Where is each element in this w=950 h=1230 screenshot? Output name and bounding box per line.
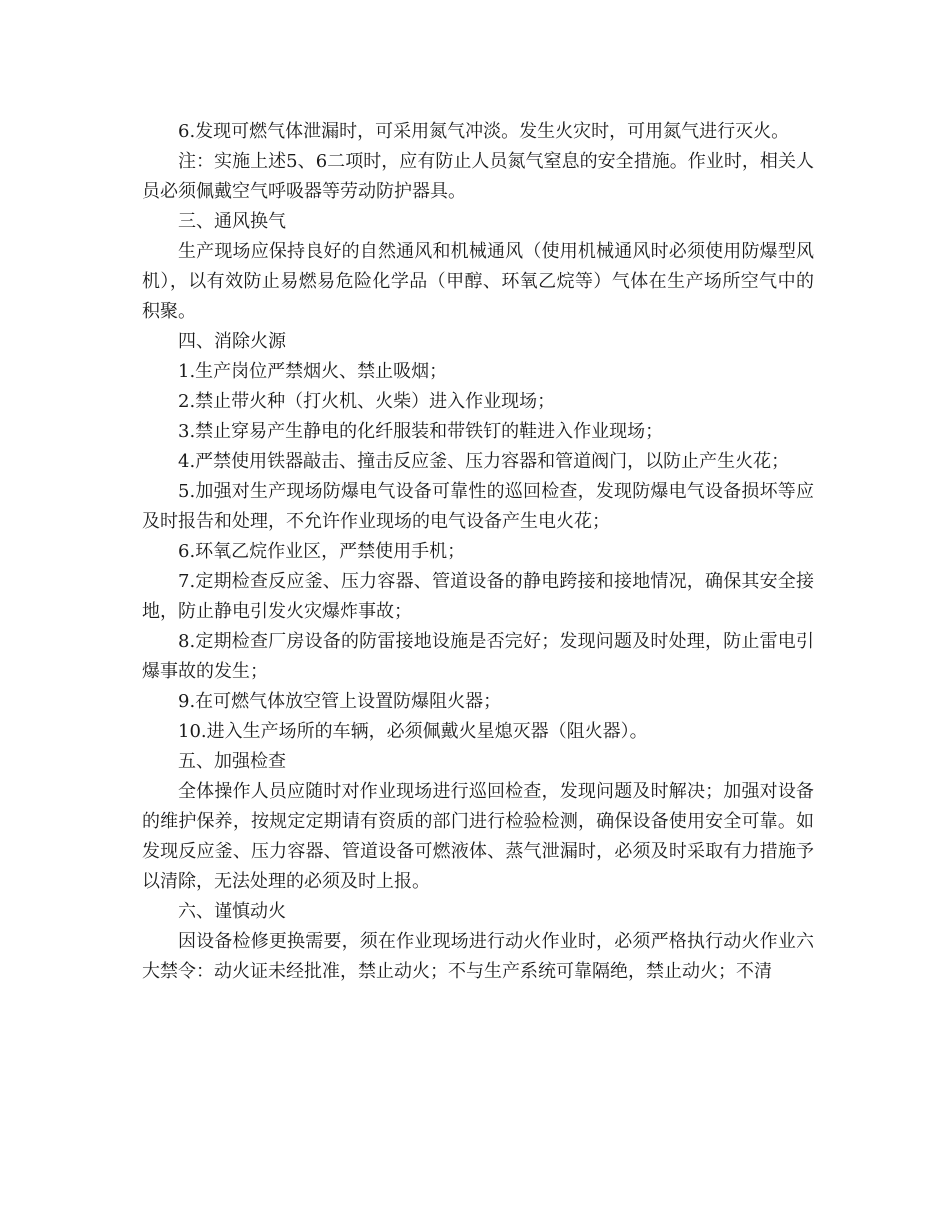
list-item-lightning-protection: 8.定期检查厂房设备的防雷接地设施是否完好；发现问题及时处理，防止雷电引爆事故的发生； bbox=[142, 631, 814, 682]
section-heading-inspection: 五、加强检查 bbox=[178, 751, 286, 772]
list-item-no-mobile-phones: 6.环氧乙烷作业区，严禁使用手机； bbox=[178, 541, 466, 562]
section-heading-ignition-sources: 四、消除火源 bbox=[178, 331, 286, 352]
list-item-vehicle-spark-arrester: 10.进入生产场所的车辆，必须佩戴火星熄灭器（阻火器）。 bbox=[178, 721, 648, 742]
section-heading-hot-work: 六、谨慎动火 bbox=[178, 901, 286, 922]
paragraph-note-asphyxia: 注：实施上述5、6二项时，应有防止人员氮气窒息的安全措施。作业时，相关人员必须佩戴空气呼吸器等劳动防护器具。 bbox=[142, 151, 814, 202]
list-item-no-smoking: 1.生产岗位严禁烟火、禁止吸烟； bbox=[178, 361, 448, 382]
paragraph-nitrogen-extinguish: 6.发现可燃气体泄漏时，可采用氮气冲淡。发生火灾时，可用氮气进行灭火。 bbox=[178, 121, 790, 142]
section-heading-ventilation: 三、通风换气 bbox=[178, 211, 286, 232]
list-item-no-lighters: 2.禁止带火种（打火机、火柴）进入作业现场； bbox=[178, 391, 556, 412]
paragraph-hot-work: 因设备检修更换需要，须在作业现场进行动火作业时，必须严格执行动火作业六大禁令：动火证未经批准，禁止动火；不与生产系统可靠隔绝，禁止动火；不清 bbox=[142, 931, 814, 982]
list-item-static-grounding: 7.定期检查反应釜、压力容器、管道设备的静电跨接和接地情况，确保其安全接地，防止静电引发火灾爆炸事故； bbox=[142, 571, 814, 622]
paragraph-ventilation: 生产现场应保持良好的自然通风和机械通风（使用机械通风时必须使用防爆型风机），以有效防止易燃易危险化学品（甲醇、环氧乙烷等）气体在生产场所空气中的积聚。 bbox=[142, 241, 814, 322]
list-item-no-static-clothing: 3.禁止穿易产生静电的化纤服装和带铁钉的鞋进入作业现场； bbox=[178, 421, 664, 442]
list-item-flame-arrester: 9.在可燃气体放空管上设置防爆阻火器； bbox=[178, 691, 502, 712]
list-item-explosion-proof-electrical: 5.加强对生产现场防爆电气设备可靠性的巡回检查，发现防爆电气设备损坏等应及时报告和处理，不允许作业现场的电气设备产生电火花； bbox=[142, 481, 814, 532]
document-body bbox=[142, 117, 814, 987]
paragraph-inspection: 全体操作人员应随时对作业现场进行巡回检查，发现问题及时解决；加强对设备的维护保养，按规定定期请有资质的部门进行检验检测，确保设备使用安全可靠。如发现反应釜、压力容器、管道设备可燃液体、蒸气泄漏时，必须及时采取有力措施予以清除，无法处理的必须及时上报。 bbox=[142, 781, 814, 892]
list-item-no-iron-striking: 4.严禁使用铁器敲击、撞击反应釜、压力容器和管道阀门，以防止产生火花； bbox=[178, 451, 790, 472]
